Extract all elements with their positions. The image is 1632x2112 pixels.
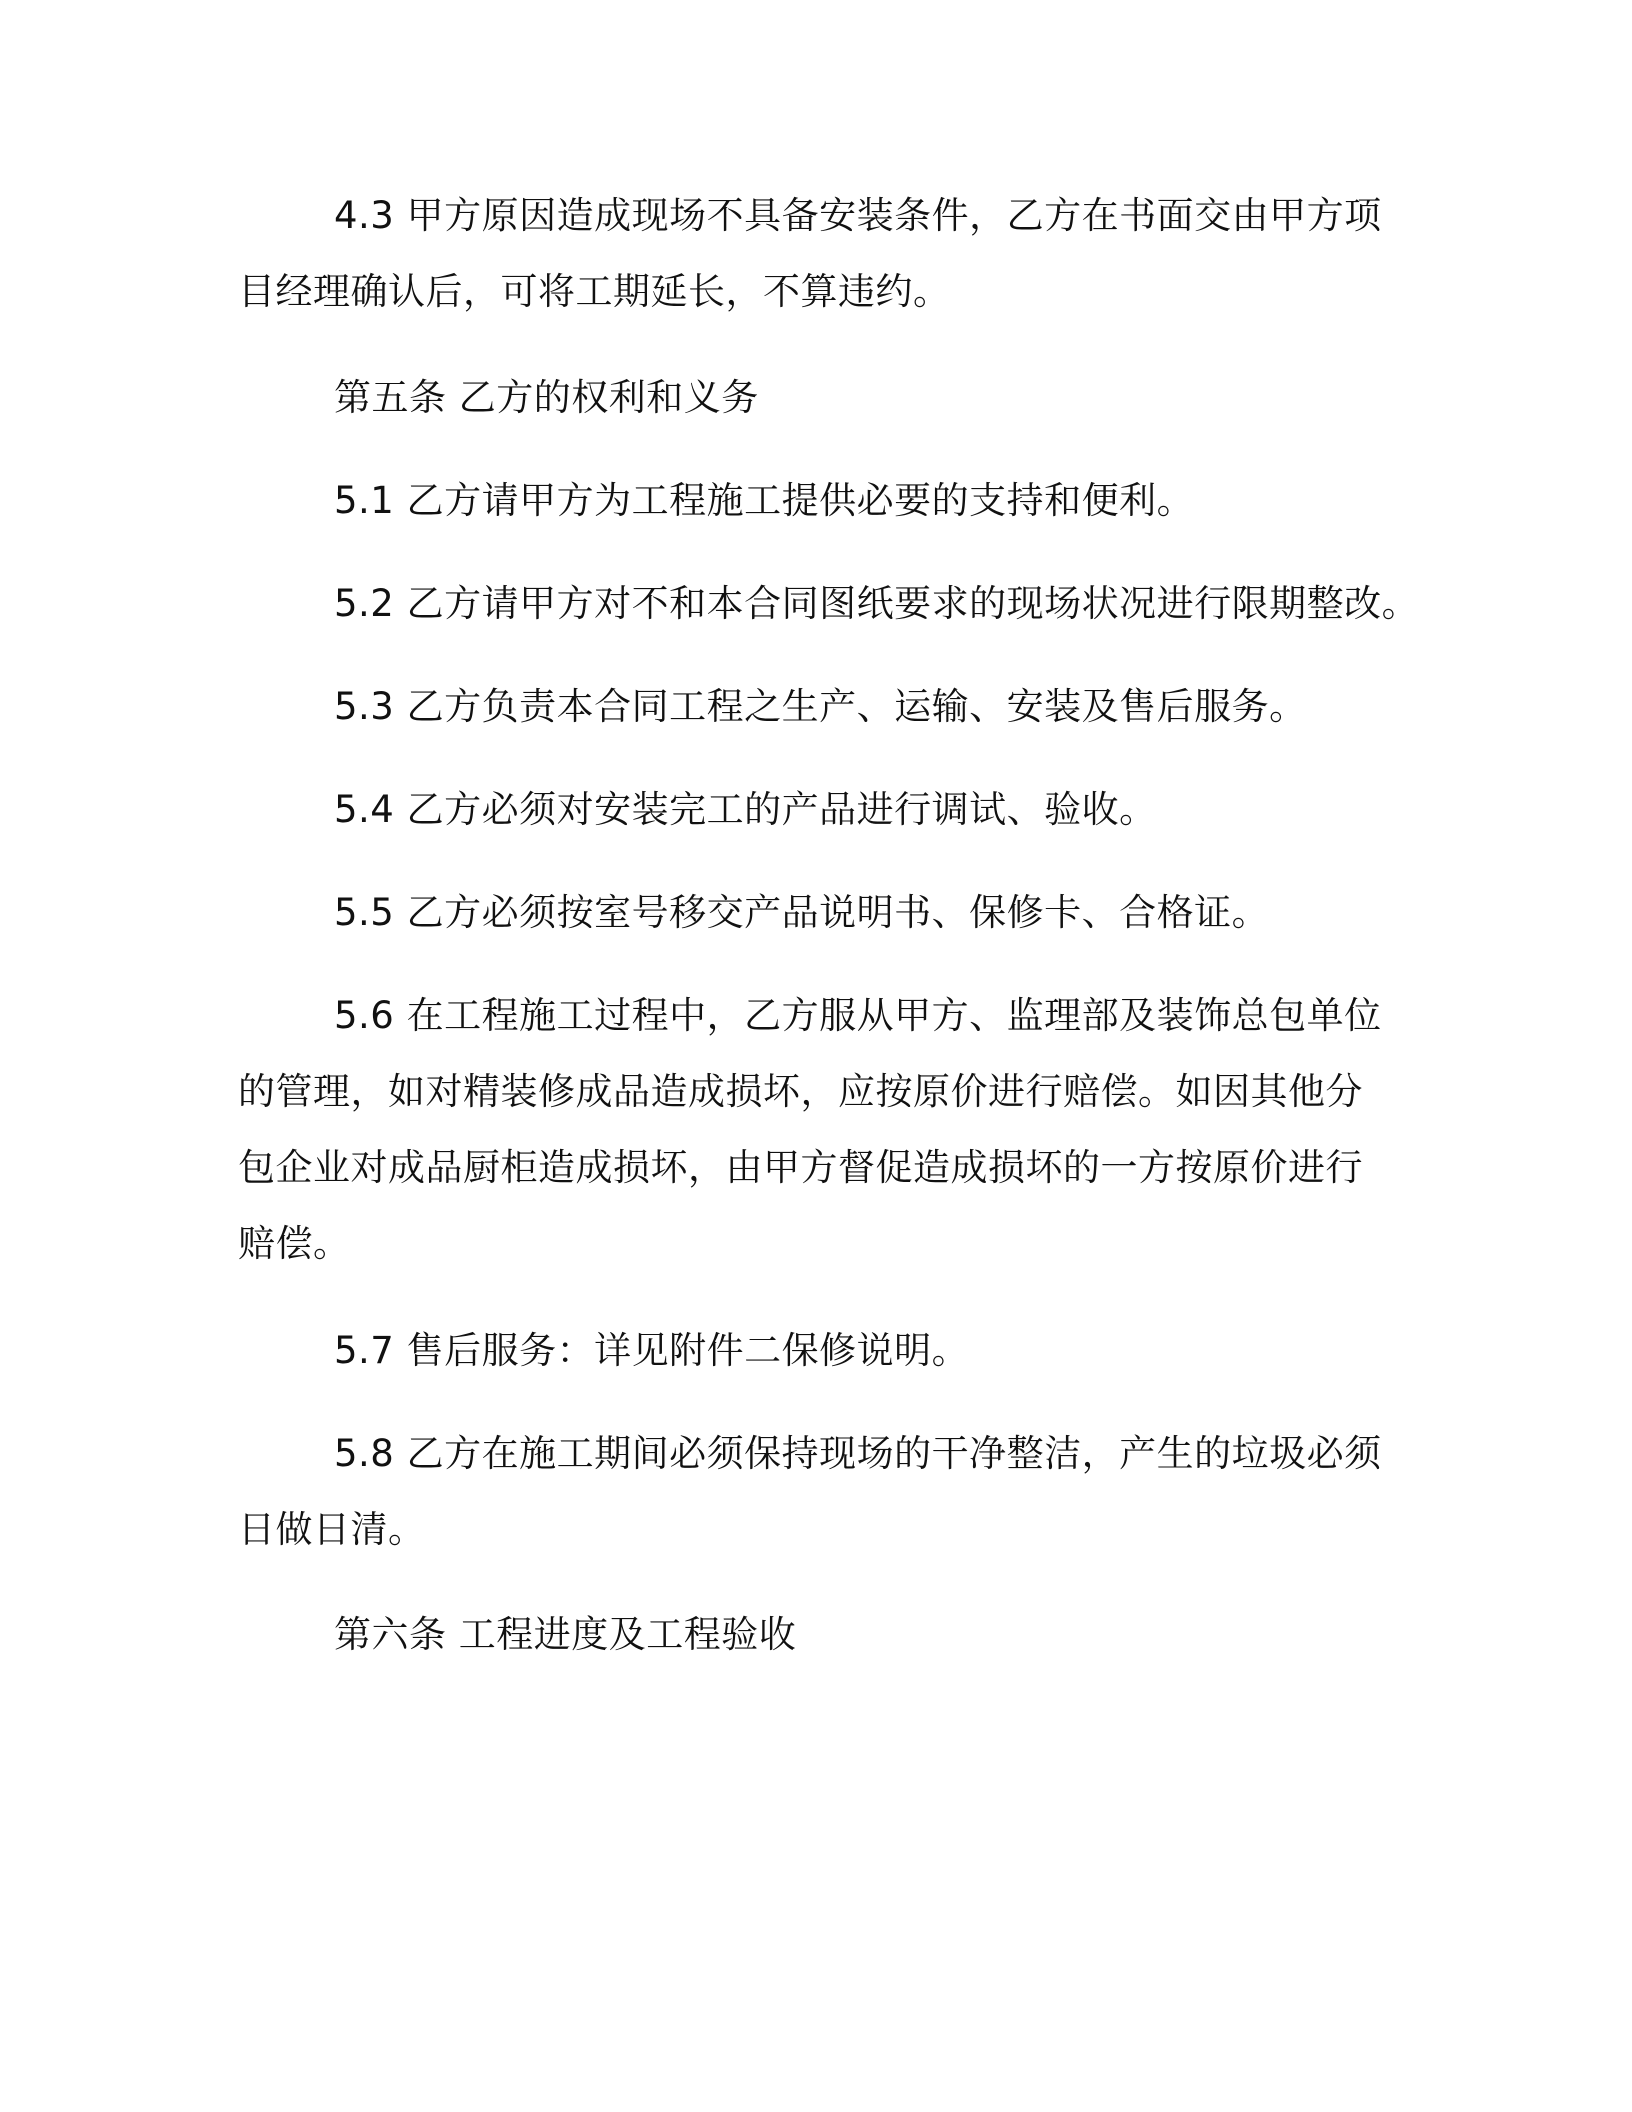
clause-5-1: 5.1 乙方请甲方为工程施工提供必要的支持和便利。 <box>334 479 1195 522</box>
clause-5-4: 5.4 乙方必须对安装完工的产品进行调试、验收。 <box>334 788 1157 831</box>
article-5-heading: 第五条 乙方的权利和义务 <box>334 376 759 419</box>
clause-5-5: 5.5 乙方必须按室号移交产品说明书、保修卡、合格证。 <box>334 891 1270 934</box>
clause-5-2: 5.2 乙方请甲方对不和本合同图纸要求的现场状况进行限期整改。 <box>334 582 1420 625</box>
clause-4-3: 4.3 甲方原因造成现场不具备安装条件，乙方在书面交由甲方项目经理确认后，可将工期延长，不算违约。 <box>238 194 1382 313</box>
clause-5-3: 5.3 乙方负责本合同工程之生产、运输、安装及售后服务。 <box>334 685 1307 728</box>
clause-5-6: 5.6 在工程施工过程中，乙方服从甲方、监理部及装饰总包单位的管理，如对精装修成品造成损坏，应按原价进行赔偿。如因其他分包企业对成品厨柜造成损坏，由甲方督促造成损坏的一方按原价进行赔偿。 <box>238 994 1382 1265</box>
clause-5-8: 5.8 乙方在施工期间必须保持现场的干净整洁，产生的垃圾必须日做日清。 <box>238 1432 1382 1551</box>
clause-5-7: 5.7 售后服务：详见附件二保修说明。 <box>334 1329 970 1372</box>
article-6-heading: 第六条 工程进度及工程验收 <box>334 1613 797 1656</box>
